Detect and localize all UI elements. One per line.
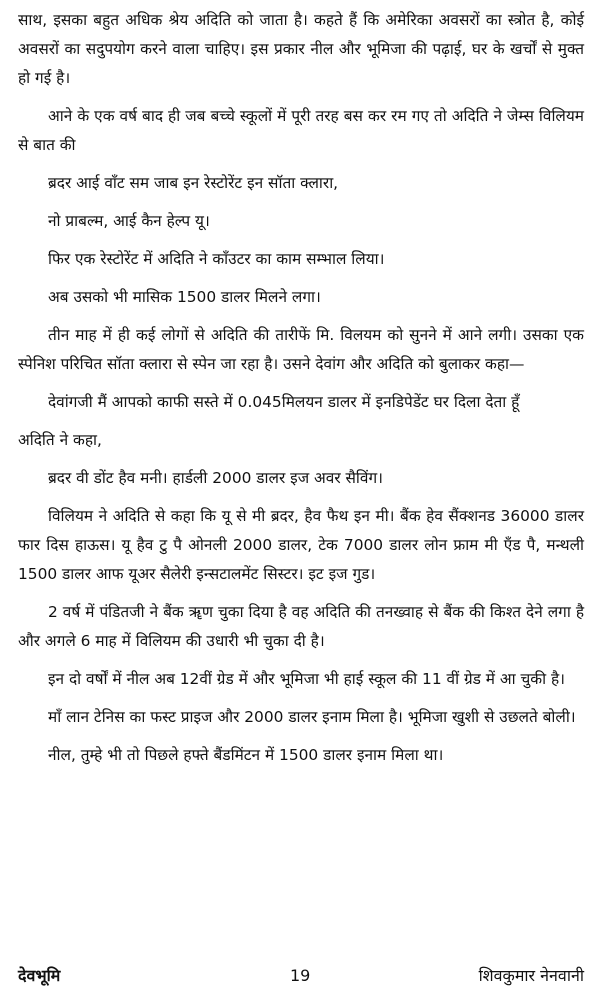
dialogue-line: देवांगजी मैं आपको काफी सस्ते में 0.045मिलयन डालर में इनडिपेडेंट घर दिला देता हूँ [48, 393, 520, 411]
paragraph: विलियम ने अदिति से कहा कि यू से मी ब्रदर, हैव फैथ इन मी। बैंक हेव सैंक्शनड 36000 डालर फार दिस हाऊस। यू हैव टु पै ओनली 2000 डालर, टेक 7000 डालर लोन फ्राम मी एँड पै, मन्थली 1500 डालर आफ यूअर सैलेरी इन्सटालमेंट सिस्टर। इट इज गुड। [18, 507, 584, 583]
dialogue-line: ब्रदर वी डोंट हैव मनी। हार्डली 2000 डालर इज अवर सैविंग। [48, 469, 383, 487]
paragraph: अब उसको भी मासिक 1500 डालर मिलने लगा। [48, 288, 321, 306]
dialogue-line: नील, तुम्हे भी तो पिछले हफ्ते बैंडमिंटन में 1500 डालर इनाम मिला था। [48, 746, 444, 764]
paragraph: आने के एक वर्ष बाद ही जब बच्चे स्कूलों में पूरी तरह बस कर रम गए तो अदिति ने जेम्स विलियम से बात की [18, 107, 584, 154]
paragraph: 2 वर्ष में पंडितजी ने बैंक ॠण चुका दिया है वह अदिति की तनख्वाह से बैंक की किश्त देने लगा है और अगले 6 माह में विलियम की उधारी भी चुका दी है। [18, 603, 584, 650]
paragraph: साथ, इसका बहुत अधिक श्रेय अदिति को जाता है। कहते हैं कि अमेरिका अवसरों का स्त्रोत है, कोई अवसरों का सदुपयोग करने वाला चाहिए। इस प्रकार नील और भूमिजा की पढ़ाई, घर के खर्चों से मुक्त हो गई है। [18, 11, 584, 87]
paragraph: फिर एक रेस्टोरेंट में अदिति ने काँउटर का काम सम्भाल लिया। [48, 250, 385, 268]
page-number: 19 [290, 966, 311, 985]
author-name: शिवकुमार नेनवानी [478, 966, 584, 985]
page-footer [18, 962, 584, 990]
dialogue-line: ब्रदर आई वाँट सम जाब इन रेस्टोरेंट इन सॉता क्लारा, [48, 174, 339, 192]
paragraph: इन दो वर्षों में नील अब 12वीं ग्रेड में और भूमिजा भी हाई स्कूल की 11 वीं ग्रेड में आ चुकी है। [48, 670, 565, 688]
dialogue-line: नो प्राबल्म, आई कैन हेल्प यू। [48, 212, 210, 230]
page-body [18, 6, 584, 779]
book-title: देवभूमि [18, 966, 61, 985]
paragraph: अदिति ने कहा, [18, 431, 102, 449]
paragraph: तीन माह में ही कई लोगों से अदिति की तारीफें मि. विलयम को सुनने में आने लगी। उसका एक स्पेनिश परिचित सॉता क्लारा से स्पेन जा रहा है। उसने देवांग और अदिति को बुलाकर कहा— [18, 326, 584, 373]
dialogue-line: माँ लान टेनिस का फस्ट प्राइज और 2000 डालर इनाम मिला है। भूमिजा खुशी से उछलते बोली। [48, 708, 576, 726]
